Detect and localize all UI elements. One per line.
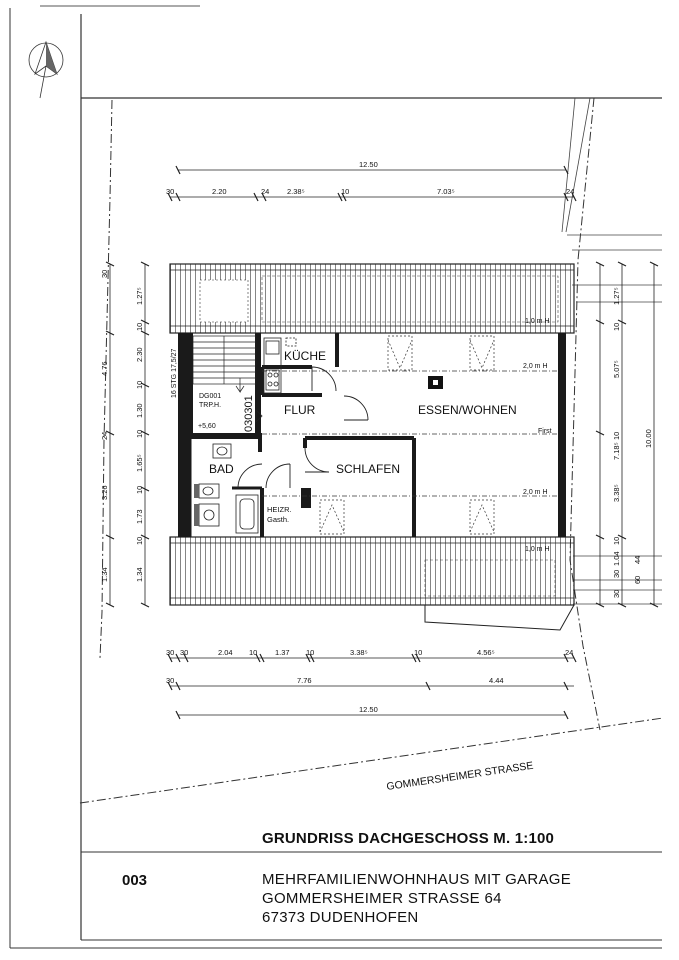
room-label-gasth: Gasth. — [267, 515, 290, 524]
room-label-flur: FLUR — [284, 403, 316, 417]
property-boundary — [80, 98, 663, 803]
height-note-1: 1,0 m H — [525, 318, 550, 325]
dims-top-labels — [166, 160, 574, 196]
dim-left-inner-k: 1.34 — [135, 567, 144, 582]
stair-tag-2: TRP.H. — [199, 402, 222, 409]
dim-bottom-a: 30 — [166, 648, 175, 657]
dim-left-outer-d: 3.26 — [100, 485, 109, 500]
dim-bottom-k: 30 — [166, 676, 175, 685]
height-note-4: 1,0 m H — [525, 546, 550, 553]
dim-left-inner-f: 10 — [135, 429, 144, 438]
dim-right-inner-b: 10 — [612, 322, 621, 331]
dim-bottom-d: 10 — [249, 648, 258, 657]
dim-right-inner-d: 10 — [612, 431, 621, 440]
dims-left-inner-labels — [135, 287, 144, 582]
dim-left-inner-d: 10 — [135, 380, 144, 389]
roof-bottom — [170, 537, 574, 630]
street-label: GOMMERSHEIMER STRASSE — [385, 759, 535, 793]
dim-top-f: 7.03⁵ — [437, 187, 455, 196]
dim-left-inner-g: 1.65⁵ — [135, 454, 144, 472]
unit-id-label: 030301 — [243, 395, 255, 432]
dim-left-inner-c: 2.30 — [135, 347, 144, 362]
dim-right-inner-h: 30 — [612, 569, 621, 578]
room-label-heizr: HEIZR. — [267, 505, 292, 514]
dim-left-outer-e: 1.34 — [100, 567, 109, 582]
project-line-2: GOMMERSHEIMER STRASSE 64 — [262, 890, 502, 907]
dim-top-b: 2.20 — [212, 187, 227, 196]
dimension-lines — [110, 170, 654, 715]
dim-top-e: 10 — [341, 187, 350, 196]
dim-right-inner-c: 5.07⁵ — [612, 360, 621, 378]
dim-right-inner-g: 1.04 — [612, 551, 621, 566]
height-notes — [523, 318, 552, 553]
dim-top-a: 30 — [166, 187, 175, 196]
dim-left-inner-j: 10 — [135, 536, 144, 545]
dim-top-g: 24 — [566, 187, 575, 196]
room-label-essen-wohnen: ESSEN/WOHNEN — [418, 403, 517, 417]
dim-bottom-m: 4.44 — [489, 676, 504, 685]
neighbour-building — [562, 98, 662, 604]
level-label: +5,60 — [198, 423, 216, 430]
dim-left-outer-c: 24 — [100, 431, 109, 440]
first-note: First — [538, 428, 552, 435]
dim-right-inner-a: 1.27⁵ — [612, 287, 621, 305]
dim-left-inner-h: 10 — [135, 485, 144, 494]
stair-steps-label: 16 STG 17,5/27 — [171, 348, 178, 398]
dim-top-c: 24 — [261, 187, 270, 196]
dim-bottom-c: 2.04 — [218, 648, 233, 657]
project-line-1: MEHRFAMILIENWOHNHAUS MIT GARAGE — [262, 871, 572, 888]
dim-bottom-j: 24 — [565, 648, 574, 657]
dim-left-inner-b: 10 — [135, 322, 144, 331]
dim-bottom-i: 4.56⁵ — [477, 648, 495, 657]
roof-top — [170, 264, 574, 333]
dim-left-outer-a: 30 — [100, 269, 109, 278]
room-label-bad: BAD — [209, 462, 234, 476]
dim-right-inner-f: 10 — [612, 536, 621, 545]
interior-walls — [187, 333, 414, 537]
height-note-2: 2,0 m H — [523, 363, 548, 370]
project-line-3: 67373 DUDENHOFEN — [262, 909, 419, 926]
dim-right-inner-k: 30 — [612, 589, 621, 598]
dim-left-inner-a: 1.27⁵ — [135, 287, 144, 305]
dim-bottom-e: 1.37 — [275, 648, 290, 657]
dim-right-inner-e: 3.38⁵ — [612, 484, 621, 502]
dim-bottom-l: 7.76 — [297, 676, 312, 685]
dim-right-outer-b: 10.00 — [644, 429, 653, 448]
north-arrow-icon — [29, 42, 63, 98]
dim-top-total: 12.50 — [359, 160, 378, 169]
dim-left-outer-b: 4.76 — [100, 361, 109, 376]
dim-right-inner-j: 44 — [633, 555, 642, 564]
staircase — [193, 336, 256, 392]
dim-right-inner-i: 60 — [633, 575, 642, 584]
room-label-kueche: KÜCHE — [284, 349, 327, 363]
room-label-schlafen: SCHLAFEN — [336, 462, 401, 476]
dim-bottom-f: 10 — [306, 648, 315, 657]
dim-top-d: 2.38⁵ — [287, 187, 305, 196]
dim-bottom-h: 10 — [414, 648, 423, 657]
chimney-icon — [428, 376, 443, 389]
dim-left-inner-e: 1.30 — [135, 403, 144, 418]
stair-tag-1: DG001 — [199, 393, 222, 400]
dim-left-inner-i: 1.73 — [135, 509, 144, 524]
dim-bottom-total: 12.50 — [359, 705, 378, 714]
drawing-number: 003 — [122, 872, 148, 889]
height-note-3: 2,0 m H — [523, 489, 548, 496]
dim-bottom-g: 3.38⁵ — [350, 648, 368, 657]
dim-bottom-b: 30 — [180, 648, 189, 657]
drawing-title: GRUNDRISS DACHGESCHOSS M. 1:100 — [262, 830, 555, 847]
dim-right-outer-a: 7.18⁵ — [612, 442, 621, 460]
